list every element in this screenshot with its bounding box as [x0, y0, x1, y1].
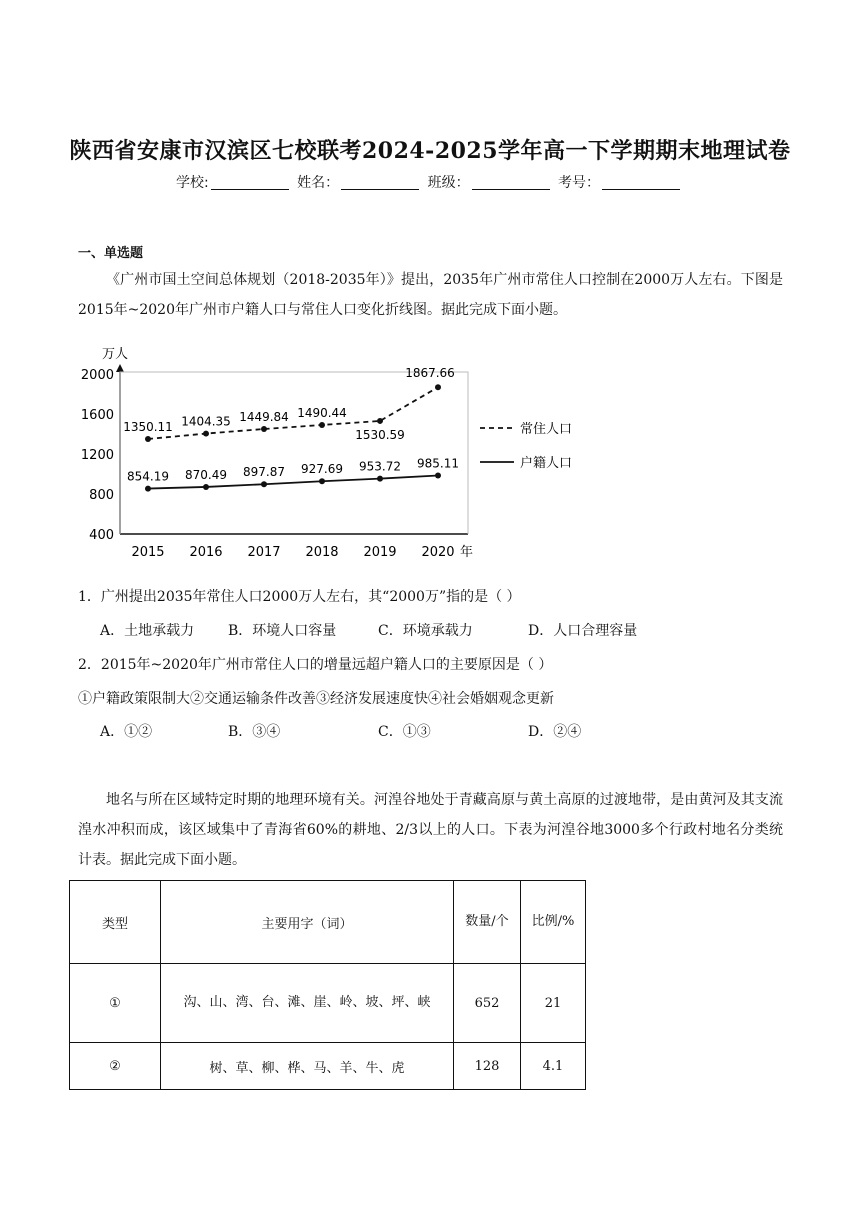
- data-point: [261, 481, 267, 487]
- y-tick-label: 800: [89, 488, 114, 503]
- x-tick-label: 2020: [421, 545, 455, 560]
- legend-label: 常住人口: [520, 422, 573, 437]
- data-point: [261, 426, 267, 432]
- q1-option-d[interactable]: D．人口合理容量: [528, 623, 638, 639]
- school-label: 学校:: [175, 175, 209, 191]
- y-tick-label: 2000: [80, 368, 114, 383]
- cell-count: 652: [454, 964, 521, 1043]
- population-line-chart: [78, 338, 598, 568]
- data-label: 985.11: [417, 456, 459, 471]
- cell-words: 树、草、柳、桦、马、羊、牛、虎: [161, 1043, 454, 1090]
- data-point: [319, 478, 325, 484]
- y-tick-label: 1600: [80, 408, 114, 423]
- question-2-choices: ①户籍政策限制大②交通运输条件改善③经济发展速度快④社会婚姻观念更新: [78, 691, 554, 707]
- q1-option-b[interactable]: B．环境人口容量: [228, 623, 337, 639]
- data-point: [435, 472, 441, 478]
- y-tick-label: 1200: [80, 448, 114, 463]
- name-label: 姓名：: [297, 175, 340, 191]
- exam-no-label: 考号：: [558, 175, 601, 191]
- q1-option-c[interactable]: C．环境承载力: [378, 623, 473, 639]
- exam-no-blank[interactable]: [602, 189, 680, 190]
- header-type: 类型: [70, 881, 161, 964]
- passage-2: 地名与所在区域特定时期的地理环境有关。河湟谷地处于青藏高原与黄土高原的过渡地带，是由黄河及其支流湟水冲积而成，该区域集中了青海省60%的耕地、2/3以上的人口。下表为河湟谷地3000多个行政村地名分类统计表。据此完成下面小题。: [78, 792, 783, 868]
- school-blank[interactable]: [211, 189, 289, 190]
- question-1-stem: 1．广州提出2035年常住人口2000万人左右，其“2000万”指的是（ ）: [78, 589, 521, 605]
- x-tick-label: 2015: [131, 545, 165, 560]
- x-axis-unit: 年: [460, 545, 474, 560]
- cell-type: ②: [70, 1043, 161, 1090]
- data-label: 1350.11: [123, 419, 173, 434]
- header-ratio: 比例/%: [521, 881, 586, 964]
- table-header-row: [70, 881, 586, 964]
- cell-type: ①: [70, 964, 161, 1043]
- name-blank[interactable]: [341, 189, 419, 190]
- q2-option-c[interactable]: C．①③: [378, 724, 431, 740]
- data-label: 1490.44: [297, 405, 347, 420]
- q2-option-b[interactable]: B．③④: [228, 724, 281, 740]
- x-tick-label: 2019: [363, 545, 397, 560]
- data-point: [435, 384, 441, 390]
- y-axis-arrow: [116, 364, 124, 372]
- data-point: [145, 486, 151, 492]
- place-name-table: [69, 880, 586, 1090]
- legend-label: 户籍人口: [520, 456, 573, 471]
- question-2-stem: 2．2015年~2020年广州市常住人口的增量远超户籍人口的主要原因是（ ）: [78, 657, 553, 673]
- x-tick-label: 2017: [247, 545, 281, 560]
- cell-ratio: 4.1: [521, 1043, 586, 1090]
- student-info-line: [0, 172, 860, 192]
- y-tick-label: 400: [89, 528, 114, 543]
- header-words: 主要用字（词）: [161, 881, 454, 964]
- passage-1: 《广州市国土空间总体规划（2018-2035年）》提出，2035年广州市常住人口控制在2000万人左右。下图是2015年~2020年广州市户籍人口与常住人口变化折线图。据此完成下面小题。: [78, 272, 783, 318]
- cell-ratio: 21: [521, 964, 586, 1043]
- question-1-options: [100, 620, 637, 640]
- plot-frame: [120, 372, 468, 534]
- data-point: [203, 431, 209, 437]
- data-point: [319, 422, 325, 428]
- data-label: 1867.66: [405, 366, 455, 381]
- section-heading: 一、单选题: [78, 246, 144, 261]
- header-count: 数量/个: [454, 881, 521, 964]
- data-label: 1449.84: [239, 410, 289, 425]
- data-point: [203, 484, 209, 490]
- data-label: 854.19: [127, 469, 169, 484]
- y-axis-label: 万人: [102, 347, 129, 362]
- table-row: [70, 1043, 586, 1090]
- x-tick-label: 2016: [189, 545, 223, 560]
- q1-option-a[interactable]: A．土地承载力: [100, 623, 195, 639]
- q2-option-a[interactable]: A．①②: [100, 724, 153, 740]
- data-point: [377, 476, 383, 482]
- question-2-options: [100, 721, 581, 741]
- data-point: [377, 418, 383, 424]
- data-label: 927.69: [301, 462, 343, 477]
- page-title: 陕西省安康市汉滨区七校联考2024-2025学年高一下学期期末地理试卷: [69, 138, 791, 164]
- class-blank[interactable]: [472, 189, 550, 190]
- data-label: 1404.35: [181, 414, 231, 429]
- x-tick-label: 2018: [305, 545, 339, 560]
- data-label: 1530.59: [355, 427, 405, 442]
- data-label: 953.72: [359, 459, 401, 474]
- data-label: 897.87: [243, 465, 285, 480]
- class-label: 班级：: [427, 175, 470, 191]
- cell-count: 128: [454, 1043, 521, 1090]
- data-label: 870.49: [185, 467, 227, 482]
- cell-words: 沟、山、湾、台、滩、崖、岭、坡、坪、峡: [161, 964, 454, 1043]
- data-point: [145, 436, 151, 442]
- q2-option-d[interactable]: D．②④: [528, 724, 582, 740]
- table-row: [70, 964, 586, 1043]
